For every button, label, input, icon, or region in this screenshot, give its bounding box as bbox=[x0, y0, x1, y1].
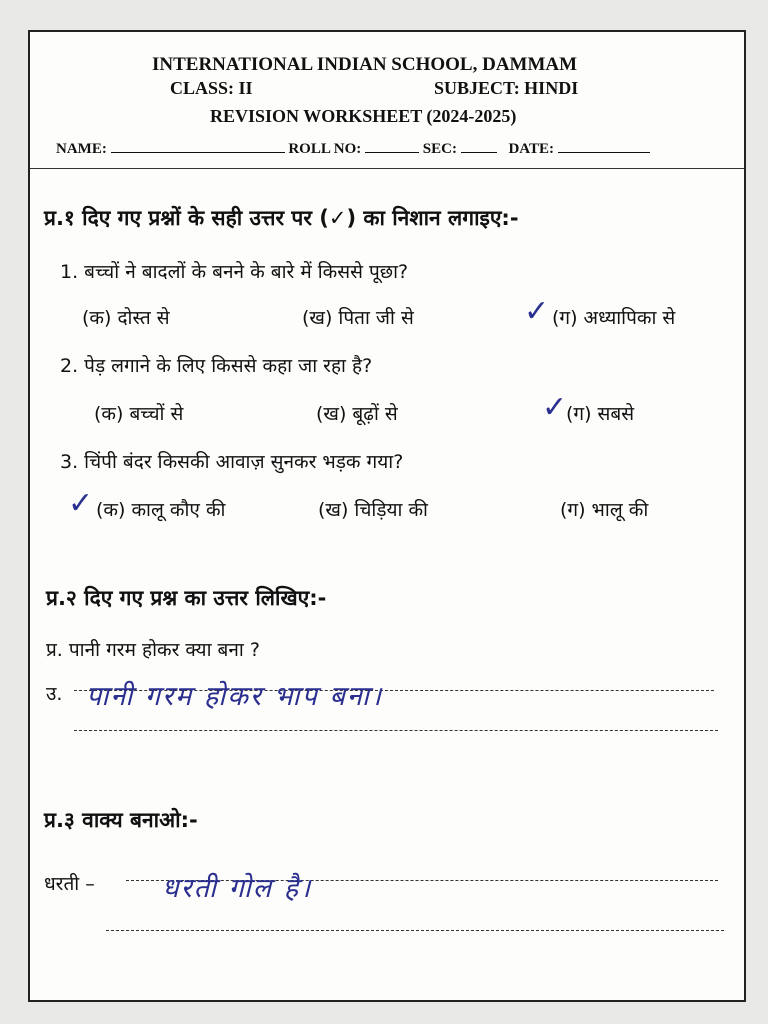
sentence-line-2[interactable] bbox=[106, 930, 724, 931]
subject-label: SUBJECT: HINDI bbox=[434, 78, 579, 98]
q2-answer-label: उ. bbox=[46, 683, 63, 705]
q1-3-option-c[interactable]: (ग) भालू की bbox=[560, 499, 649, 521]
name-label: NAME: bbox=[56, 141, 107, 157]
roll-label: ROLL NO: bbox=[288, 141, 362, 157]
check-mark-icon: ✓ bbox=[542, 390, 568, 425]
q1-1-option-a[interactable]: (क) दोस्त से bbox=[82, 307, 170, 329]
q1-heading: प्र.१ दिए गए प्रश्नों के सही उत्तर पर (✓) का निशान लगाइए:- bbox=[44, 206, 519, 230]
sec-blank[interactable] bbox=[461, 138, 497, 153]
q1-2-option-b[interactable]: (ख) बूढ़ों से bbox=[316, 403, 398, 425]
check-mark-icon: ✓ bbox=[68, 486, 94, 521]
worksheet-page bbox=[28, 30, 746, 1002]
q3-word: धरती – bbox=[44, 873, 95, 895]
check-mark-icon: ✓ bbox=[524, 294, 550, 329]
q1-question-2: 2. पेड़ लगाने के लिए किससे कहा जा रहा है? bbox=[60, 355, 373, 377]
roll-blank[interactable] bbox=[365, 138, 419, 153]
sec-label: SEC: bbox=[422, 141, 457, 157]
student-info-row bbox=[56, 138, 650, 158]
class-label: CLASS: II bbox=[170, 78, 253, 98]
q1-3-option-a[interactable]: (क) कालू कौए की bbox=[96, 499, 226, 521]
school-name: INTERNATIONAL INDIAN SCHOOL, DAMMAM bbox=[152, 54, 578, 75]
q1-2-option-a[interactable]: (क) बच्चों से bbox=[94, 403, 184, 425]
header-divider bbox=[30, 168, 744, 169]
date-blank[interactable] bbox=[558, 138, 650, 153]
q1-1-option-b[interactable]: (ख) पिता जी से bbox=[302, 307, 414, 329]
date-label: DATE: bbox=[508, 141, 555, 157]
answer-line-2[interactable] bbox=[74, 730, 718, 731]
q1-question-3: 3. चिंपी बंदर किसकी आवाज़ सुनकर भड़क गया? bbox=[60, 451, 404, 473]
q1-3-option-b[interactable]: (ख) चिड़िया की bbox=[318, 499, 428, 521]
q1-1-option-c[interactable]: (ग) अध्यापिका से bbox=[552, 307, 676, 329]
q3-handwritten-answer: धरती गोल है। bbox=[162, 873, 313, 904]
worksheet-title: REVISION WORKSHEET (2024-2025) bbox=[210, 106, 517, 126]
name-blank[interactable] bbox=[111, 138, 285, 153]
q3-heading: प्र.३ वाक्य बनाओ:- bbox=[44, 808, 198, 832]
q1-question-1: 1. बच्चों ने बादलों के बनने के बारे में किससे पूछा? bbox=[60, 261, 409, 283]
q2-heading: प्र.२ दिए गए प्रश्न का उत्तर लिखिए:- bbox=[46, 586, 327, 610]
q2-question: प्र. पानी गरम होकर क्या बना ? bbox=[46, 639, 260, 661]
q1-2-option-c[interactable]: (ग) सबसे bbox=[566, 403, 635, 425]
q2-handwritten-answer: पानी गरम होकर भाप बना। bbox=[86, 681, 384, 712]
